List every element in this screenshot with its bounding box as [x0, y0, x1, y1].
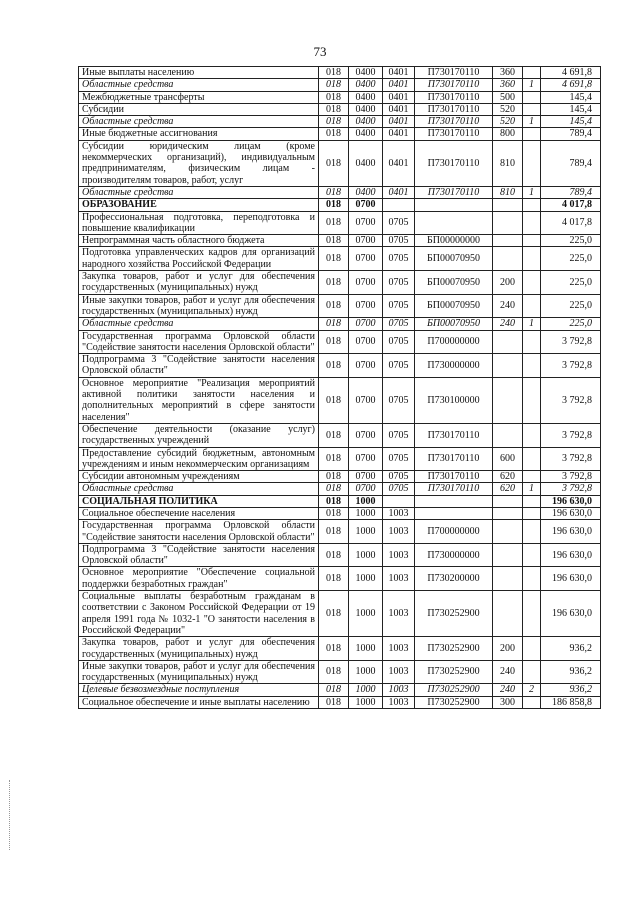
section-code: 1000	[349, 684, 383, 696]
section-code: 1000	[349, 660, 383, 684]
table-row	[79, 507, 601, 519]
table-row	[79, 235, 601, 247]
target-article-code: БП00070950	[415, 294, 493, 318]
admin-code: 018	[319, 79, 349, 91]
target-article-code: П730000000	[415, 543, 493, 567]
funding-source-code	[523, 423, 541, 447]
admin-code: 018	[319, 103, 349, 115]
row-name: Целевые безвозмездные поступления	[79, 684, 319, 696]
amount: 225,0	[541, 294, 601, 318]
subsection-code: 0705	[383, 330, 415, 354]
expense-type-code	[493, 354, 523, 378]
target-article-code: П730252900	[415, 637, 493, 661]
section-code: 0700	[349, 423, 383, 447]
expense-type-code: 200	[493, 637, 523, 661]
expense-type-code: 620	[493, 483, 523, 495]
funding-source-code: 1	[523, 186, 541, 198]
target-article-code: П730170110	[415, 67, 493, 79]
subsection-code: 0705	[383, 211, 415, 235]
amount: 4 691,8	[541, 79, 601, 91]
expense-type-code	[493, 507, 523, 519]
subsection-code: 0401	[383, 186, 415, 198]
funding-source-code	[523, 696, 541, 708]
section-code: 0400	[349, 186, 383, 198]
funding-source-code	[523, 103, 541, 115]
table-row	[79, 447, 601, 471]
subsection-code: 0401	[383, 140, 415, 186]
expense-type-code	[493, 520, 523, 544]
funding-source-code	[523, 591, 541, 637]
target-article-code: П730170110	[415, 186, 493, 198]
subsection-code: 0705	[383, 235, 415, 247]
table-row	[79, 377, 601, 423]
margin-mark	[9, 780, 14, 850]
section-code: 0700	[349, 318, 383, 330]
admin-code: 018	[319, 116, 349, 128]
admin-code: 018	[319, 330, 349, 354]
target-article-code: П730252900	[415, 660, 493, 684]
table-row	[79, 483, 601, 495]
funding-source-code	[523, 471, 541, 483]
table-row	[79, 116, 601, 128]
amount: 4 691,8	[541, 67, 601, 79]
expense-type-code	[493, 423, 523, 447]
funding-source-code	[523, 543, 541, 567]
admin-code: 018	[319, 211, 349, 235]
target-article-code: П730252900	[415, 684, 493, 696]
section-code: 0400	[349, 91, 383, 103]
row-name: Социальное обеспечение населения	[79, 507, 319, 519]
subsection-code	[383, 495, 415, 507]
amount: 3 792,8	[541, 354, 601, 378]
section-code: 0700	[349, 354, 383, 378]
expense-type-code: 240	[493, 294, 523, 318]
table-row	[79, 660, 601, 684]
admin-code: 018	[319, 247, 349, 271]
table-row	[79, 211, 601, 235]
amount: 936,2	[541, 637, 601, 661]
target-article-code: П730170110	[415, 79, 493, 91]
table-row	[79, 495, 601, 507]
section-code: 0400	[349, 103, 383, 115]
row-name: Межбюджетные трансферты	[79, 91, 319, 103]
amount: 145,4	[541, 116, 601, 128]
section-code: 0700	[349, 377, 383, 423]
table-row	[79, 186, 601, 198]
expense-type-code: 240	[493, 660, 523, 684]
admin-code: 018	[319, 637, 349, 661]
funding-source-code	[523, 330, 541, 354]
subsection-code: 0705	[383, 377, 415, 423]
admin-code: 018	[319, 483, 349, 495]
subsection-code: 1003	[383, 567, 415, 591]
expense-type-code	[493, 567, 523, 591]
target-article-code: П730170110	[415, 103, 493, 115]
row-name: Субсидии автономным учреждениям	[79, 471, 319, 483]
target-article-code: П730170110	[415, 91, 493, 103]
row-name: Подпрограмма 3 "Содействие занятости населения Орловской области"	[79, 543, 319, 567]
table-row	[79, 199, 601, 211]
subsection-code: 1003	[383, 637, 415, 661]
target-article-code: БП00070950	[415, 271, 493, 295]
target-article-code: П730000000	[415, 354, 493, 378]
expense-type-code: 520	[493, 103, 523, 115]
funding-source-code	[523, 67, 541, 79]
section-code: 1000	[349, 637, 383, 661]
row-name: Иные закупки товаров, работ и услуг для обеспечения государственных (муниципальных) нужд	[79, 294, 319, 318]
admin-code: 018	[319, 696, 349, 708]
expense-type-code: 200	[493, 271, 523, 295]
funding-source-code	[523, 128, 541, 140]
table-row	[79, 247, 601, 271]
subsection-code: 0401	[383, 116, 415, 128]
target-article-code	[415, 507, 493, 519]
row-name: Подпрограмма 3 "Содействие занятости населения Орловской области"	[79, 354, 319, 378]
amount: 3 792,8	[541, 483, 601, 495]
expense-type-code: 240	[493, 684, 523, 696]
amount: 196 630,0	[541, 567, 601, 591]
row-name: ОБРАЗОВАНИЕ	[79, 199, 319, 211]
subsection-code: 1003	[383, 684, 415, 696]
admin-code: 018	[319, 377, 349, 423]
funding-source-code	[523, 91, 541, 103]
table-row	[79, 294, 601, 318]
subsection-code: 0705	[383, 294, 415, 318]
row-name: Областные средства	[79, 186, 319, 198]
admin-code: 018	[319, 318, 349, 330]
expense-type-code	[493, 199, 523, 211]
row-name: Профессиональная подготовка, переподготовка и повышение квалификации	[79, 211, 319, 235]
section-code: 1000	[349, 591, 383, 637]
target-article-code: П730170110	[415, 447, 493, 471]
funding-source-code: 1	[523, 79, 541, 91]
subsection-code: 0705	[383, 271, 415, 295]
admin-code: 018	[319, 91, 349, 103]
table-row	[79, 128, 601, 140]
table-row	[79, 543, 601, 567]
funding-source-code	[523, 447, 541, 471]
expense-type-code	[493, 543, 523, 567]
subsection-code: 0705	[383, 423, 415, 447]
admin-code: 018	[319, 67, 349, 79]
section-code: 0700	[349, 330, 383, 354]
expense-type-code: 810	[493, 140, 523, 186]
row-name: Областные средства	[79, 318, 319, 330]
section-code: 0400	[349, 116, 383, 128]
admin-code: 018	[319, 294, 349, 318]
subsection-code: 0401	[383, 128, 415, 140]
expense-type-code	[493, 495, 523, 507]
section-code: 1000	[349, 543, 383, 567]
section-code: 0400	[349, 79, 383, 91]
subsection-code: 0401	[383, 91, 415, 103]
section-code: 0700	[349, 483, 383, 495]
amount: 3 792,8	[541, 447, 601, 471]
expense-type-code: 240	[493, 318, 523, 330]
amount: 3 792,8	[541, 330, 601, 354]
admin-code: 018	[319, 507, 349, 519]
amount: 225,0	[541, 235, 601, 247]
funding-source-code: 1	[523, 116, 541, 128]
section-code: 1000	[349, 495, 383, 507]
target-article-code: П700000000	[415, 330, 493, 354]
funding-source-code	[523, 199, 541, 211]
funding-source-code: 1	[523, 318, 541, 330]
section-code: 0400	[349, 67, 383, 79]
row-name: Областные средства	[79, 116, 319, 128]
amount: 196 630,0	[541, 507, 601, 519]
amount: 196 630,0	[541, 495, 601, 507]
table-row	[79, 520, 601, 544]
expense-type-code	[493, 211, 523, 235]
expense-type-code	[493, 591, 523, 637]
row-name: Социальные выплаты безработным гражданам в соответствии с Законом Российской Федерации от 19 апреля 1991 года № 1032-1 "О занятости населения в Российской Федерации"	[79, 591, 319, 637]
funding-source-code	[523, 247, 541, 271]
row-name: Государственная программа Орловской области "Содействие занятости населения Орловской области"	[79, 520, 319, 544]
section-code: 1000	[349, 507, 383, 519]
row-name: Закупка товаров, работ и услуг для обеспечения государственных (муниципальных) нужд	[79, 271, 319, 295]
funding-source-code	[523, 377, 541, 423]
target-article-code: П730170110	[415, 423, 493, 447]
target-article-code	[415, 211, 493, 235]
table-row	[79, 471, 601, 483]
amount: 3 792,8	[541, 423, 601, 447]
subsection-code: 1003	[383, 507, 415, 519]
row-name: Иные закупки товаров, работ и услуг для обеспечения государственных (муниципальных) нужд	[79, 660, 319, 684]
budget-table	[78, 66, 601, 709]
target-article-code: П730170110	[415, 128, 493, 140]
table-row	[79, 684, 601, 696]
subsection-code: 0401	[383, 103, 415, 115]
funding-source-code	[523, 294, 541, 318]
section-code: 0700	[349, 199, 383, 211]
target-article-code: П730200000	[415, 567, 493, 591]
amount: 789,4	[541, 128, 601, 140]
funding-source-code	[523, 211, 541, 235]
funding-source-code	[523, 660, 541, 684]
subsection-code: 1003	[383, 520, 415, 544]
table-row	[79, 591, 601, 637]
amount: 145,4	[541, 103, 601, 115]
expense-type-code: 600	[493, 447, 523, 471]
row-name: Субсидии	[79, 103, 319, 115]
section-code: 1000	[349, 520, 383, 544]
row-name: Предоставление субсидий бюджетным, автономным учреждениям и иным некоммерческим организациям	[79, 447, 319, 471]
subsection-code: 0705	[383, 354, 415, 378]
table-row	[79, 637, 601, 661]
admin-code: 018	[319, 471, 349, 483]
funding-source-code	[523, 235, 541, 247]
funding-source-code: 1	[523, 483, 541, 495]
expense-type-code: 520	[493, 116, 523, 128]
table-row	[79, 91, 601, 103]
table-row	[79, 567, 601, 591]
section-code: 1000	[349, 696, 383, 708]
target-article-code: П730170110	[415, 140, 493, 186]
amount: 4 017,8	[541, 211, 601, 235]
funding-source-code	[523, 140, 541, 186]
row-name: Закупка товаров, работ и услуг для обеспечения государственных (муниципальных) нужд	[79, 637, 319, 661]
table-row	[79, 696, 601, 708]
funding-source-code	[523, 520, 541, 544]
target-article-code: П730252900	[415, 696, 493, 708]
admin-code: 018	[319, 186, 349, 198]
subsection-code: 1003	[383, 696, 415, 708]
section-code: 0400	[349, 140, 383, 186]
page-number: 73	[313, 44, 327, 59]
target-article-code: П730170110	[415, 116, 493, 128]
expense-type-code: 620	[493, 471, 523, 483]
expense-type-code	[493, 377, 523, 423]
amount: 196 630,0	[541, 543, 601, 567]
amount: 186 858,8	[541, 696, 601, 708]
amount: 789,4	[541, 186, 601, 198]
expense-type-code: 360	[493, 67, 523, 79]
admin-code: 018	[319, 591, 349, 637]
row-name: СОЦИАЛЬНАЯ ПОЛИТИКА	[79, 495, 319, 507]
subsection-code: 1003	[383, 591, 415, 637]
admin-code: 018	[319, 684, 349, 696]
row-name: Иные бюджетные ассигнования	[79, 128, 319, 140]
expense-type-code: 800	[493, 128, 523, 140]
admin-code: 018	[319, 660, 349, 684]
table-row	[79, 103, 601, 115]
row-name: Социальное обеспечение и иные выплаты населению	[79, 696, 319, 708]
admin-code: 018	[319, 567, 349, 591]
admin-code: 018	[319, 423, 349, 447]
row-name: Иные выплаты населению	[79, 67, 319, 79]
admin-code: 018	[319, 199, 349, 211]
section-code: 0700	[349, 247, 383, 271]
subsection-code: 0705	[383, 318, 415, 330]
admin-code: 018	[319, 543, 349, 567]
funding-source-code	[523, 495, 541, 507]
amount: 225,0	[541, 318, 601, 330]
expense-type-code	[493, 235, 523, 247]
amount: 196 630,0	[541, 591, 601, 637]
section-code: 0700	[349, 294, 383, 318]
amount: 196 630,0	[541, 520, 601, 544]
admin-code: 018	[319, 520, 349, 544]
target-article-code	[415, 495, 493, 507]
table-row	[79, 271, 601, 295]
table-row	[79, 140, 601, 186]
subsection-code: 1003	[383, 543, 415, 567]
section-code: 0700	[349, 211, 383, 235]
amount: 936,2	[541, 684, 601, 696]
admin-code: 018	[319, 495, 349, 507]
table-row	[79, 423, 601, 447]
table-row	[79, 79, 601, 91]
row-name: Основное мероприятие "Реализация мероприятий активной политики занятости населения и дополнительных мероприятий в сфере занятости населения"	[79, 377, 319, 423]
section-code: 0700	[349, 271, 383, 295]
row-name: Государственная программа Орловской области "Содействие занятости населения Орловской области"	[79, 330, 319, 354]
table-row	[79, 67, 601, 79]
subsection-code	[383, 199, 415, 211]
admin-code: 018	[319, 128, 349, 140]
table-row	[79, 318, 601, 330]
row-name: Субсидии юридическим лицам (кроме некоммерческих организаций), индивидуальным предпринимателям, физическим лицам - производителям товаров, работ, услуг	[79, 140, 319, 186]
amount: 3 792,8	[541, 377, 601, 423]
row-name: Областные средства	[79, 483, 319, 495]
section-code: 0700	[349, 471, 383, 483]
amount: 936,2	[541, 660, 601, 684]
target-article-code: П730252900	[415, 591, 493, 637]
funding-source-code	[523, 507, 541, 519]
funding-source-code	[523, 567, 541, 591]
amount: 789,4	[541, 140, 601, 186]
section-code: 0700	[349, 235, 383, 247]
amount: 4 017,8	[541, 199, 601, 211]
expense-type-code: 360	[493, 79, 523, 91]
expense-type-code	[493, 247, 523, 271]
subsection-code: 0705	[383, 447, 415, 471]
amount: 145,4	[541, 91, 601, 103]
funding-source-code: 2	[523, 684, 541, 696]
table-row	[79, 354, 601, 378]
row-name: Обеспечение деятельности (оказание услуг) государственных учреждений	[79, 423, 319, 447]
funding-source-code	[523, 354, 541, 378]
admin-code: 018	[319, 140, 349, 186]
target-article-code	[415, 199, 493, 211]
admin-code: 018	[319, 271, 349, 295]
amount: 3 792,8	[541, 471, 601, 483]
row-name: Непрограммная часть областного бюджета	[79, 235, 319, 247]
target-article-code: БП00070950	[415, 318, 493, 330]
table-row	[79, 330, 601, 354]
target-article-code: П730100000	[415, 377, 493, 423]
admin-code: 018	[319, 354, 349, 378]
expense-type-code: 300	[493, 696, 523, 708]
subsection-code: 0705	[383, 247, 415, 271]
section-code: 0400	[349, 128, 383, 140]
section-code: 1000	[349, 567, 383, 591]
target-article-code: П730170110	[415, 471, 493, 483]
expense-type-code: 810	[493, 186, 523, 198]
target-article-code: БП00070950	[415, 247, 493, 271]
amount: 225,0	[541, 271, 601, 295]
amount: 225,0	[541, 247, 601, 271]
subsection-code: 0401	[383, 67, 415, 79]
expense-type-code	[493, 330, 523, 354]
row-name: Основное мероприятие "Обеспечение социальной поддержки безработных граждан"	[79, 567, 319, 591]
row-name: Подготовка управленческих кадров для организаций народного хозяйства Российской Федерации	[79, 247, 319, 271]
target-article-code: П700000000	[415, 520, 493, 544]
subsection-code: 1003	[383, 660, 415, 684]
section-code: 0700	[349, 447, 383, 471]
expense-type-code: 500	[493, 91, 523, 103]
subsection-code: 0705	[383, 483, 415, 495]
target-article-code: П730170110	[415, 483, 493, 495]
row-name: Областные средства	[79, 79, 319, 91]
funding-source-code	[523, 271, 541, 295]
subsection-code: 0401	[383, 79, 415, 91]
admin-code: 018	[319, 235, 349, 247]
admin-code: 018	[319, 447, 349, 471]
target-article-code: БП00000000	[415, 235, 493, 247]
funding-source-code	[523, 637, 541, 661]
subsection-code: 0705	[383, 471, 415, 483]
